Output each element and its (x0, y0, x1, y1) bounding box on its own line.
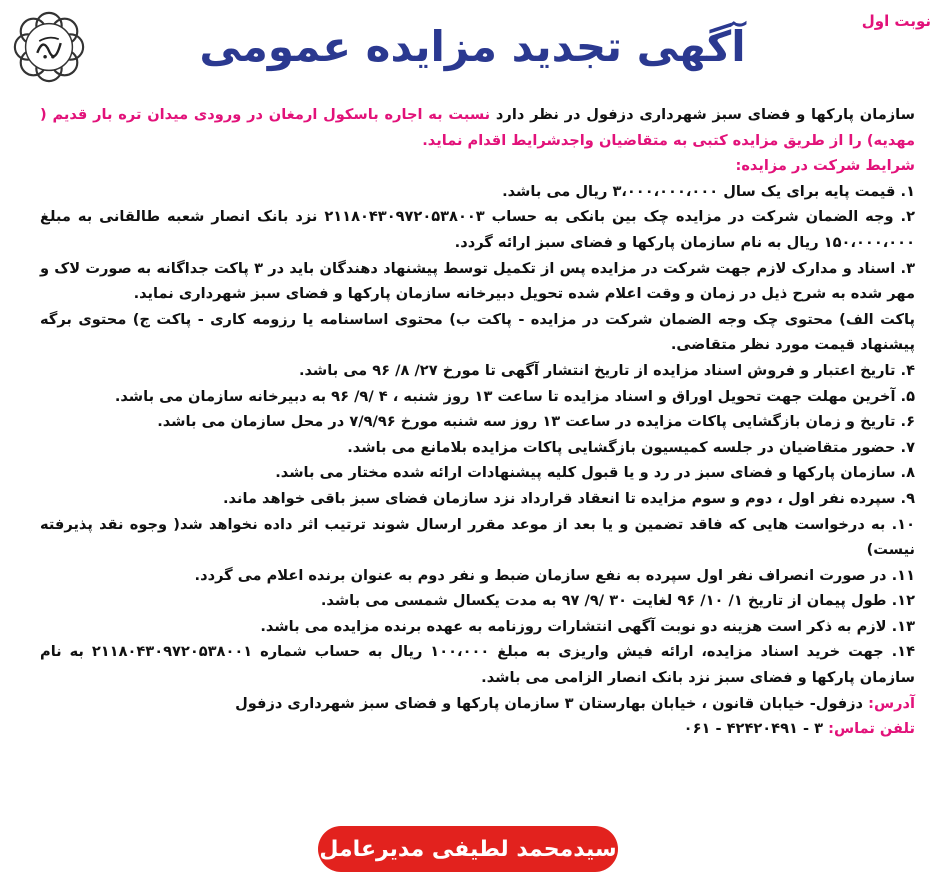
condition-item: ۱۱. در صورت انصراف نفر اول سپرده به نفع سازمان ضبط و نفر دوم به عنوان برنده اعلام می گردد. (194, 566, 915, 584)
condition-item: ۴. تاریخ اعتبار و فروش اسناد مزایده از تاریخ انتشار آگهی تا مورخ ۲۷/ ۸/ ۹۶ می باشد. (298, 361, 915, 379)
notice-body (40, 102, 915, 742)
condition-item: ۱۰. به درخواست هایی که فاقد تضمین و یا بعد از موعد مقرر ارسال شوند ترتیب اثر داده نخواهد شد( وجوه نقد پذیرفته نیست) (40, 515, 915, 559)
condition-item: ۶. تاریخ و زمان بازگشایی پاکات مزایده در ساعت ۱۳ روز سه شنبه مورخ ۷/۹/۹۶ در محل سازمان می باشد. (157, 413, 915, 431)
signature-bar (318, 826, 618, 872)
phone-value: ۳ - ۴۲۴۲۰۴۹۱ - ۰۶۱ (683, 720, 829, 738)
condition-item: ۲. وجه الضمان شرکت در مزایده چک بین بانکی به حساب ۲۱۱۸۰۴۳۰۹۷۲۰۵۳۸۰۰۳ نزد بانک انصار شعبه طالقانی به مبلغ ۱۵۰،۰۰۰،۰۰۰ ریال به نام سازمان پارکها و فضای سبز ارائه گردد. (40, 208, 915, 251)
phone-line (40, 716, 915, 742)
condition-item: ۱. قیمت پایه برای یک سال ۳،۰۰۰،۰۰۰،۰۰۰ ریال می باشد. (502, 182, 915, 200)
intro-paragraph (40, 102, 915, 153)
intro-text: سازمان پارکها و فضای سبز شهرداری دزفول در نظر دارد (490, 106, 915, 123)
condition-item: ۷. حضور متقاضیان در جلسه کمیسیون بازگشایی پاکات مزایده بلامانع می باشد. (347, 438, 915, 456)
address-label: آدرس: (868, 694, 915, 712)
address-value: دزفول- خیابان قانون ، خیابان بهارستان ۳ سازمان پارکها و فضای سبز شهرداری دزفول (235, 694, 869, 712)
condition-item: ۱۴. جهت خرید اسناد مزایده، ارائه فیش واریزی به مبلغ ۱۰۰،۰۰۰ ریال به حساب شماره ۲۱۱۸۰۴۳۰۹۷۲۰۵۳۸۰۰۱ به نام سازمان پارکها و فضای سبز نزد بانک انصار الزامی می باشد. (40, 643, 915, 687)
conditions-heading: شرایط شرکت در مزایده: (735, 157, 915, 175)
round-label: نوبت اول (861, 12, 931, 30)
phone-label: تلفن تماس: (828, 720, 915, 738)
condition-item: ۱۲. طول پیمان از تاریخ ۱/ ۱۰/ ۹۶ لغایت ۳۰ /۹/ ۹۷ به مدت یکسال شمسی می باشد. (320, 592, 915, 610)
address-line (40, 691, 915, 717)
signature-text: سیدمحمد لطیفی مدیرعامل (319, 836, 617, 862)
intro-highlight: نسبت به اجاره باسکول ارمغان در ورودی میدان تره بار قدیم ( مهدیه) را از طریق مزایده کتبی به متقاضیان واجدشرایط اقدام نماید. (40, 106, 915, 149)
page-title: آگهی تجدید مزایده عمومی (199, 22, 746, 71)
condition-item: ۵. آخرین مهلت جهت تحویل اوراق و اسناد مزایده تا ساعت ۱۳ روز شنبه ، ۴ /۹/ ۹۶ به دبیرخانه سازمان می باشد. (114, 387, 915, 405)
condition-item: ۳. اسناد و مدارک لازم جهت شرکت در مزایده پس از تکمیل توسط پیشنهاد دهندگان باید در ۳ پاکت جداگانه به صورت لاک و مهر شده به شرح ذیل در زمان و وقت اعلام شده تحویل دبیرخانه سازمان پارکها و فضای سبز شهرداری نماید. (40, 259, 915, 303)
condition-item: ۹. سپرده نفر اول ، دوم و سوم مزایده تا انعقاد قرارداد نزد سازمان فضای سبز باقی خواهد ماند. (223, 489, 915, 507)
condition-item: ۸. سازمان پارکها و فضای سبز در رد و یا قبول کلیه پیشنهادات ارائه شده مختار می باشد. (275, 464, 915, 482)
condition-item: پاکت الف) محتوی چک وجه الضمان شرکت در مزایده - پاکت ب) محتوی اساسنامه یا رزومه کاری - پاکت ج) محتوی برگه پیشنهاد قیمت مورد نظر متقاضی. (40, 310, 915, 354)
condition-item: ۱۳. لازم به ذکر است هزینه دو نوبت آگهی انتشارات روزنامه به عهده برنده مزایده می باشد. (260, 617, 915, 635)
